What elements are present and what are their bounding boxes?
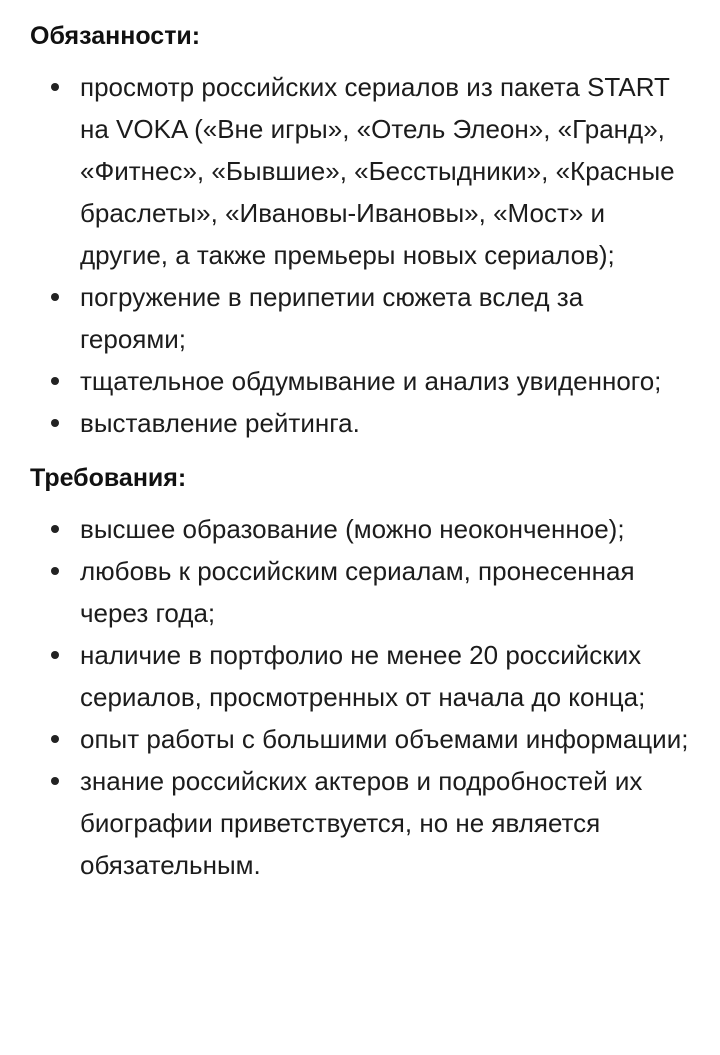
list-item (30, 550, 720, 634)
bullet-icon (51, 651, 59, 659)
list-item-text: опыт работы с большими объемами информации; (80, 724, 689, 754)
bullet-icon (51, 419, 59, 427)
requirements-heading: Требования: (30, 464, 187, 492)
list-item (30, 760, 720, 886)
list-item (30, 718, 720, 760)
bullet-icon (51, 567, 59, 575)
list-item (30, 634, 720, 718)
list-item-text: высшее образование (можно неоконченное); (80, 514, 625, 544)
duties-list (30, 66, 720, 444)
list-item (30, 360, 720, 402)
list-item-text: наличие в портфолио не менее 20 российских сериалов, просмотренных от начала до конца; (80, 640, 646, 712)
bullet-icon (51, 293, 59, 301)
bullet-icon (51, 735, 59, 743)
bullet-icon (51, 377, 59, 385)
list-item-text: просмотр российских сериалов из пакета START на VOKA («Вне игры», «Отель Элеон», «Гранд», «Фитнес», «Бывшие», «Бесстыдники», «Красные браслеты», «Ивановы-Ивановы», «Мост» и другие, а также премьеры новых сериалов); (80, 72, 675, 270)
list-item (30, 402, 720, 444)
list-item (30, 508, 720, 550)
list-item (30, 276, 720, 360)
list-item-text: выставление рейтинга. (80, 408, 360, 438)
list-item-text: знание российских актеров и подробностей их биографии приветствуется, но не является обязательным. (80, 766, 643, 880)
list-item-text: любовь к российским сериалам, пронесенная через года; (80, 556, 635, 628)
duties-heading: Обязанности: (30, 22, 201, 50)
list-item-text: тщательное обдумывание и анализ увиденного; (80, 366, 662, 396)
bullet-icon (51, 525, 59, 533)
bullet-icon (51, 83, 59, 91)
requirements-list (30, 508, 720, 886)
list-item-text: погружение в перипетии сюжета вслед за героями; (80, 282, 584, 354)
bullet-icon (51, 777, 59, 785)
list-item (30, 66, 720, 276)
